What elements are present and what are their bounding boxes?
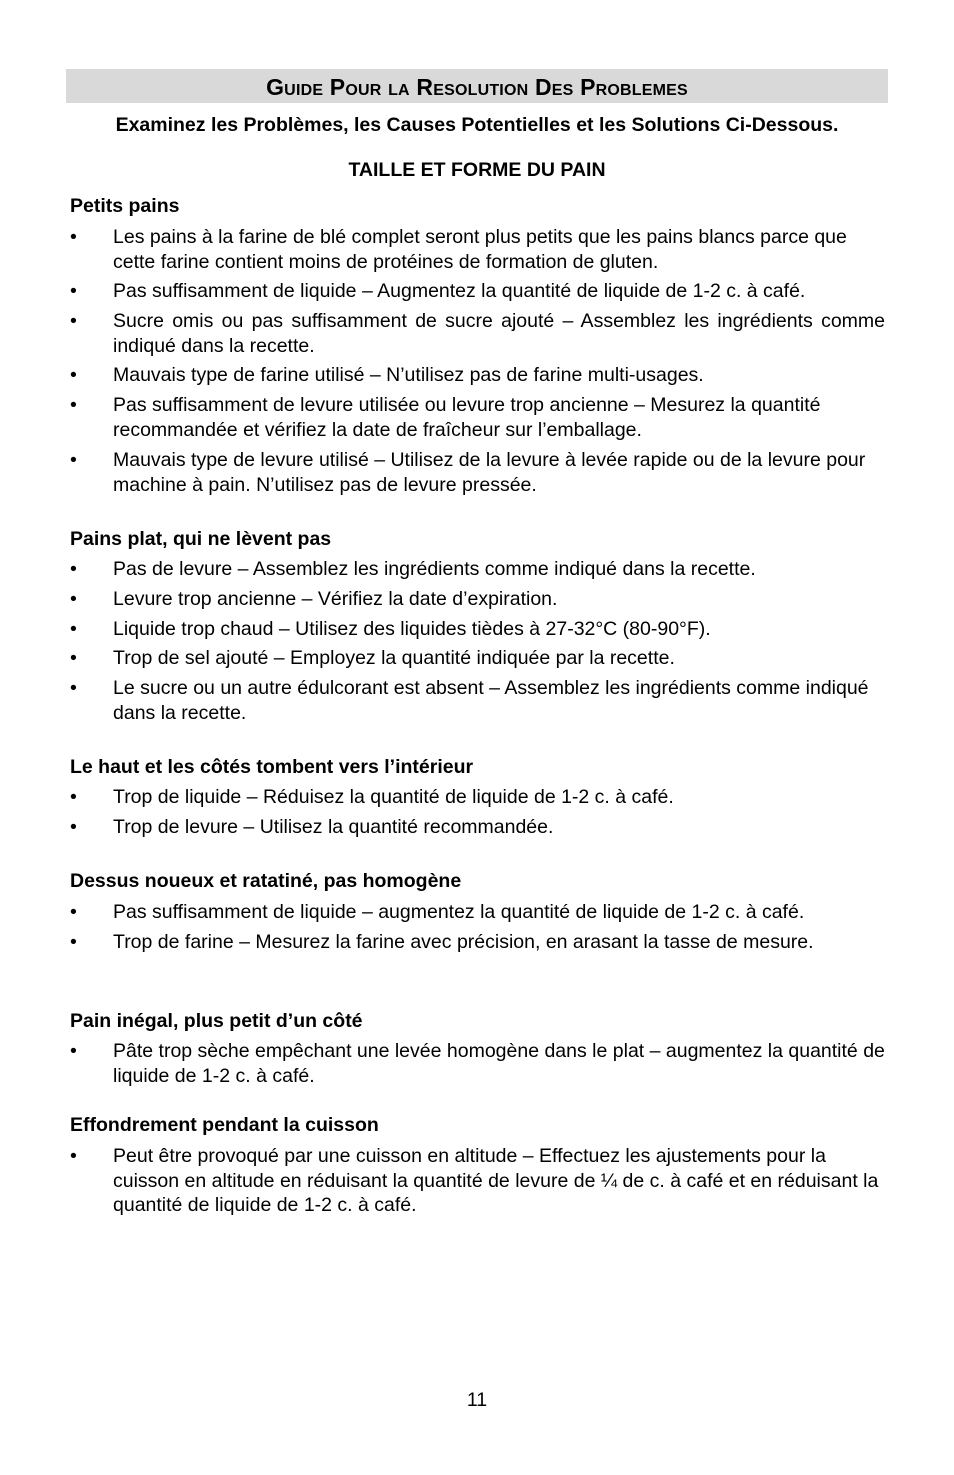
subtitle: Examinez les Problèmes, les Causes Potentielles et les Solutions Ci-Dessous. (115, 114, 839, 136)
title-bar (66, 69, 888, 103)
bullet: • (70, 449, 77, 471)
bullet: • (70, 901, 77, 923)
bullet: • (70, 786, 77, 808)
bullet: • (70, 226, 77, 248)
section-heading: TAILLE ET FORME DU PAIN (348, 159, 606, 181)
page-title: Guide Pour la Resolution Des Problemes (266, 74, 688, 100)
list-item-text: Trop de liquide – Réduisez la quantité de liquide de 1-2 c. à café. (113, 786, 674, 808)
bullet: • (70, 677, 77, 699)
list-item-text: Pas suffisamment de levure utilisée ou levure trop ancienne – Mesurez la quantité recommandée et vérifiez la date de fraîcheur sur l’emballage. (113, 394, 821, 441)
list-item-text: Trop de sel ajouté – Employez la quantité indiquée par la recette. (113, 647, 675, 669)
group-title-pains-plat: Pains plat, qui ne lèvent pas (70, 528, 332, 550)
list-item-text: Sucre omis ou pas suffisamment de sucre ajouté – Assemblez les ingrédients comme indiqué dans la recette. (113, 310, 885, 357)
list-item-text: Trop de farine – Mesurez la farine avec précision, en arasant la tasse de mesure. (113, 931, 814, 953)
list-item-text: Pas de levure – Assemblez les ingrédients comme indiqué dans la recette. (113, 558, 756, 580)
bullet: • (70, 618, 77, 640)
bullet: • (70, 1145, 77, 1167)
bullet: • (70, 588, 77, 610)
bullet: • (70, 280, 77, 302)
bullet: • (70, 931, 77, 953)
bullet: • (70, 647, 77, 669)
bullet: • (70, 1040, 77, 1062)
list-item-text: Pas suffisamment de liquide – Augmentez la quantité de liquide de 1-2 c. à café. (113, 280, 806, 302)
group-title-petits-pains: Petits pains (70, 195, 180, 217)
bullet: • (70, 816, 77, 838)
page-number: 11 (466, 1389, 488, 1411)
group-title-haut-cotes: Le haut et les côtés tombent vers l’intérieur (70, 756, 474, 778)
bullet: • (70, 364, 77, 386)
list-item-text: Peut être provoqué par une cuisson en altitude – Effectuez les ajustements pour la cuisson en altitude en réduisant la quantité de levure de ¼ de c. à café et en réduisant la quantité de liquide de 1-2 c. à café. (113, 1145, 879, 1216)
list-item-text: Levure trop ancienne – Vérifiez la date d’expiration. (113, 588, 558, 610)
list-item-text: Mauvais type de farine utilisé – N’utilisez pas de farine multi-usages. (113, 364, 704, 386)
list-item-text: Pâte trop sèche empêchant une levée homogène dans le plat – augmentez la quantité de liquide de 1-2 c. à café. (113, 1040, 885, 1087)
list-item-text: Pas suffisamment de liquide – augmentez la quantité de liquide de 1-2 c. à café. (113, 901, 805, 923)
list-item-text: Liquide trop chaud – Utilisez des liquides tièdes à 27-32°C (80-90°F). (113, 618, 711, 640)
list-item-text: Trop de levure – Utilisez la quantité recommandée. (113, 816, 554, 838)
bullet: • (70, 394, 77, 416)
group-title-pain-inegal: Pain inégal, plus petit d’un côté (70, 1010, 363, 1032)
list-item-text: Les pains à la farine de blé complet seront plus petits que les pains blancs parce que cette farine contient moins de protéines de formation de gluten. (113, 226, 847, 273)
group-title-dessus-noueux: Dessus noueux et ratatiné, pas homogène (70, 870, 462, 892)
list-item-text: Mauvais type de levure utilisé – Utilisez de la levure à levée rapide ou de la levure pour machine à pain. N’utilisez pas de levure pressée. (113, 449, 866, 496)
list-item-text: Le sucre ou un autre édulcorant est absent – Assemblez les ingrédients comme indiqué dans la recette. (113, 677, 869, 724)
group-title-effondrement: Effondrement pendant la cuisson (70, 1114, 379, 1136)
bullet: • (70, 558, 77, 580)
bullet: • (70, 310, 77, 332)
